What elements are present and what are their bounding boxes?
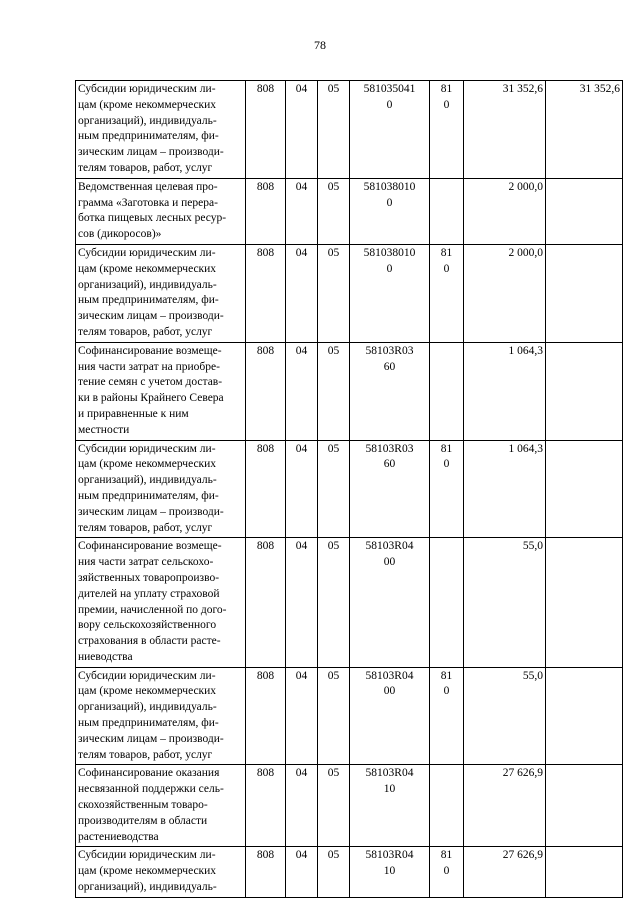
target-article-line: 60 [383, 458, 396, 471]
row-name-line: сов (дикоросов)» [78, 228, 162, 241]
razdel-code: 04 [295, 442, 308, 455]
podrazdel-cell [318, 178, 350, 244]
expense-type-line: 81 [440, 849, 453, 862]
expense-type-line: 0 [443, 458, 450, 471]
amount-cell [464, 178, 546, 244]
amount-2-cell [546, 342, 623, 440]
podrazdel-cell [318, 342, 350, 440]
amount-value: 1 064,3 [508, 442, 543, 455]
row-name-line: растениеводства [78, 830, 159, 843]
amount-cell [464, 667, 546, 765]
target-article-line: 581035041 [363, 83, 416, 95]
amount-2-cell [546, 847, 623, 897]
target-article-line: 58103R04 [365, 669, 414, 682]
expense-type-line: 81 [440, 246, 453, 259]
expense-type-line: 81 [440, 669, 453, 682]
podrazdel-code: 05 [327, 849, 340, 862]
ved-cell [246, 440, 286, 538]
expense-type-line: 0 [443, 685, 450, 698]
podrazdel-code: 05 [327, 442, 340, 455]
podrazdel-cell [318, 667, 350, 765]
row-name-line: зяйственных товаропроизво- [78, 571, 220, 584]
amount-cell [464, 440, 546, 538]
row-name-line: производителям в области [78, 814, 208, 827]
amount-2-cell [546, 667, 623, 765]
razdel-code: 04 [295, 246, 308, 259]
razdel-cell [286, 847, 318, 897]
row-name-line: Софинансирование оказания [78, 767, 220, 780]
podrazdel-cell [318, 244, 350, 342]
table-row [76, 81, 623, 179]
row-name-line: тение семян с учетом достав- [78, 376, 223, 389]
row-name-line: ным предпринимателям, фи- [78, 294, 219, 307]
amount-value: 55,0 [522, 669, 543, 682]
row-name-line: дителей на уплату страховой [78, 587, 220, 600]
row-name-cell [76, 538, 246, 667]
row-name-line: телям товаров, работ, услуг [78, 521, 213, 534]
row-name-line: страхования в области расте- [78, 635, 221, 648]
razdel-cell [286, 765, 318, 847]
row-name-cell [76, 81, 246, 179]
row-name-line: премии, начисленной по дого- [78, 603, 227, 616]
amount-cell [464, 538, 546, 667]
table-row [76, 667, 623, 765]
ved-code: 808 [256, 442, 275, 455]
amount-value: 55,0 [522, 540, 543, 553]
amount-value: 2 000,0 [508, 180, 543, 193]
ved-cell [246, 765, 286, 847]
expense-type-cell [430, 667, 464, 765]
row-name-cell [76, 667, 246, 765]
row-name-cell [76, 244, 246, 342]
ved-code: 808 [256, 344, 275, 357]
target-article-line: 10 [383, 783, 396, 796]
amount-value: 31 352,6 [502, 83, 543, 95]
row-name-line: цам (кроме некоммерческих [78, 458, 217, 471]
amount-cell [464, 847, 546, 897]
row-name-line: и приравненные к ним [78, 407, 189, 420]
razdel-cell [286, 342, 318, 440]
expense-type-cell [430, 178, 464, 244]
expense-type-line: 0 [443, 98, 450, 111]
target-article-line: 58103R04 [365, 849, 414, 862]
podrazdel-code: 05 [327, 669, 340, 682]
row-name-line: Софинансирование возмеще- [78, 344, 222, 357]
target-article-cell [350, 81, 430, 179]
row-name-line: цам (кроме некоммерческих [78, 685, 217, 698]
podrazdel-code: 05 [327, 246, 340, 259]
expense-type-cell [430, 538, 464, 667]
target-article-cell [350, 342, 430, 440]
row-name-cell [76, 847, 246, 897]
row-name-line: зическим лицам – производи- [78, 146, 224, 159]
expense-type-cell [430, 440, 464, 538]
table-row [76, 765, 623, 847]
row-name-line: Ведомственная целевая про- [78, 180, 218, 193]
target-article-line: 58103R04 [365, 767, 414, 780]
table-row [76, 342, 623, 440]
target-article-line: 00 [383, 556, 396, 569]
ved-cell [246, 342, 286, 440]
row-name-line: цам (кроме некоммерческих [78, 865, 217, 878]
razdel-code: 04 [295, 540, 308, 553]
expense-type-cell [430, 765, 464, 847]
target-article-line: 0 [386, 262, 393, 275]
expense-type-line: 0 [443, 262, 450, 275]
ved-cell [246, 81, 286, 179]
podrazdel-cell [318, 440, 350, 538]
row-name-line: телям товаров, работ, услуг [78, 161, 213, 174]
razdel-cell [286, 178, 318, 244]
target-article-line: 58103R03 [365, 442, 414, 455]
row-name-line: организаций), индивидуаль- [78, 278, 217, 291]
podrazdel-cell [318, 847, 350, 897]
amount-2-cell [546, 765, 623, 847]
podrazdel-cell [318, 81, 350, 179]
razdel-code: 04 [295, 767, 308, 780]
expense-type-line: 0 [443, 865, 450, 878]
ved-code: 808 [256, 669, 275, 682]
row-name-cell [76, 178, 246, 244]
razdel-code: 04 [295, 849, 308, 862]
target-article-line: 60 [383, 360, 396, 373]
target-article-cell [350, 440, 430, 538]
amount-cell [464, 81, 546, 179]
table-body [76, 81, 623, 898]
razdel-cell [286, 81, 318, 179]
target-article-cell [350, 847, 430, 897]
amount-cell [464, 765, 546, 847]
expense-type-cell [430, 244, 464, 342]
row-name-line: скохозяйственным товаро- [78, 799, 208, 812]
expense-type-cell [430, 81, 464, 179]
row-name-line: организаций), индивидуаль- [78, 881, 217, 894]
row-name-line: Субсидии юридическим ли- [78, 849, 216, 862]
amount-2-cell [546, 538, 623, 667]
amount-value: 1 064,3 [508, 344, 543, 357]
ved-cell [246, 667, 286, 765]
row-name-line: цам (кроме некоммерческих [78, 262, 217, 275]
row-name-line: ниеводства [78, 650, 133, 663]
podrazdel-cell [318, 765, 350, 847]
ved-cell [246, 538, 286, 667]
target-article-line: 10 [383, 865, 396, 878]
table-row [76, 847, 623, 897]
podrazdel-code: 05 [327, 344, 340, 357]
ved-code: 808 [256, 767, 275, 780]
row-name-line: ки в районы Крайнего Севера [78, 392, 224, 405]
row-name-line: несвязанной поддержки сель- [78, 783, 224, 796]
row-name-line: организаций), индивидуаль- [78, 474, 217, 487]
ved-cell [246, 244, 286, 342]
target-article-cell [350, 765, 430, 847]
row-name-line: цам (кроме некоммерческих [78, 98, 217, 111]
row-name-line: местности [78, 423, 130, 436]
podrazdel-code: 05 [327, 83, 340, 95]
ved-code: 808 [256, 180, 275, 193]
row-name-line: ным предпринимателям, фи- [78, 130, 219, 143]
row-name-line: ния части затрат сельскохо- [78, 556, 214, 569]
razdel-code: 04 [295, 344, 308, 357]
razdel-cell [286, 538, 318, 667]
amount-2-cell [546, 244, 623, 342]
row-name-line: телям товаров, работ, услуг [78, 748, 213, 761]
row-name-line: ным предпринимателям, фи- [78, 489, 219, 502]
target-article-cell [350, 244, 430, 342]
page-number: 78 [314, 38, 326, 52]
ved-code: 808 [256, 83, 275, 95]
razdel-code: 04 [295, 180, 308, 193]
table-row [76, 244, 623, 342]
row-name-line: Субсидии юридическим ли- [78, 246, 216, 259]
row-name-line: ным предпринимателям, фи- [78, 717, 219, 730]
ved-cell [246, 847, 286, 897]
row-name-line: Субсидии юридическим ли- [78, 83, 216, 95]
ved-cell [246, 178, 286, 244]
amount-2-cell [546, 178, 623, 244]
amount-value: 27 626,9 [502, 767, 543, 780]
expense-type-cell [430, 342, 464, 440]
podrazdel-code: 05 [327, 767, 340, 780]
row-name-line: зическим лицам – производи- [78, 732, 224, 745]
target-article-line: 581038010 [363, 246, 416, 259]
target-article-line: 00 [383, 685, 396, 698]
row-name-line: грамма «Заготовка и перера- [78, 196, 218, 209]
ved-code: 808 [256, 246, 275, 259]
target-article-line: 0 [386, 98, 393, 111]
row-name-line: организаций), индивидуаль- [78, 701, 217, 714]
expense-type-cell [430, 847, 464, 897]
row-name-cell [76, 440, 246, 538]
amount-cell [464, 244, 546, 342]
row-name-line: Субсидии юридическим ли- [78, 442, 216, 455]
target-article-line: 0 [386, 196, 393, 209]
amount-value: 2 000,0 [508, 246, 543, 259]
row-name-line: Субсидии юридическим ли- [78, 669, 216, 682]
razdel-cell [286, 667, 318, 765]
target-article-cell [350, 667, 430, 765]
amount-2-value: 31 352,6 [579, 83, 620, 95]
table-row [76, 538, 623, 667]
row-name-line: телям товаров, работ, услуг [78, 325, 213, 338]
amount-2-cell [546, 81, 623, 179]
budget-table [75, 80, 623, 898]
target-article-cell [350, 178, 430, 244]
target-article-line: 58103R03 [365, 344, 414, 357]
ved-code: 808 [256, 849, 275, 862]
row-name-line: ботка пищевых лесных ресур- [78, 212, 227, 225]
razdel-cell [286, 440, 318, 538]
amount-2-cell [546, 440, 623, 538]
expense-type-line: 81 [440, 442, 453, 455]
podrazdel-code: 05 [327, 180, 340, 193]
row-name-cell [76, 765, 246, 847]
razdel-code: 04 [295, 669, 308, 682]
target-article-line: 58103R04 [365, 540, 414, 553]
razdel-code: 04 [295, 83, 308, 95]
amount-value: 27 626,9 [502, 849, 543, 862]
row-name-line: вору сельскохозяйственного [78, 619, 217, 632]
ved-code: 808 [256, 540, 275, 553]
razdel-cell [286, 244, 318, 342]
table-row [76, 440, 623, 538]
row-name-line: зическим лицам – производи- [78, 505, 224, 518]
row-name-line: зическим лицам – производи- [78, 310, 224, 323]
amount-cell [464, 342, 546, 440]
podrazdel-cell [318, 538, 350, 667]
podrazdel-code: 05 [327, 540, 340, 553]
row-name-cell [76, 342, 246, 440]
target-article-cell [350, 538, 430, 667]
target-article-line: 581038010 [363, 180, 416, 193]
row-name-line: Софинансирование возмеще- [78, 540, 222, 553]
expense-type-line: 81 [440, 83, 453, 95]
table-row [76, 178, 623, 244]
row-name-line: организаций), индивидуаль- [78, 114, 217, 127]
row-name-line: ния части затрат на приобре- [78, 360, 220, 373]
